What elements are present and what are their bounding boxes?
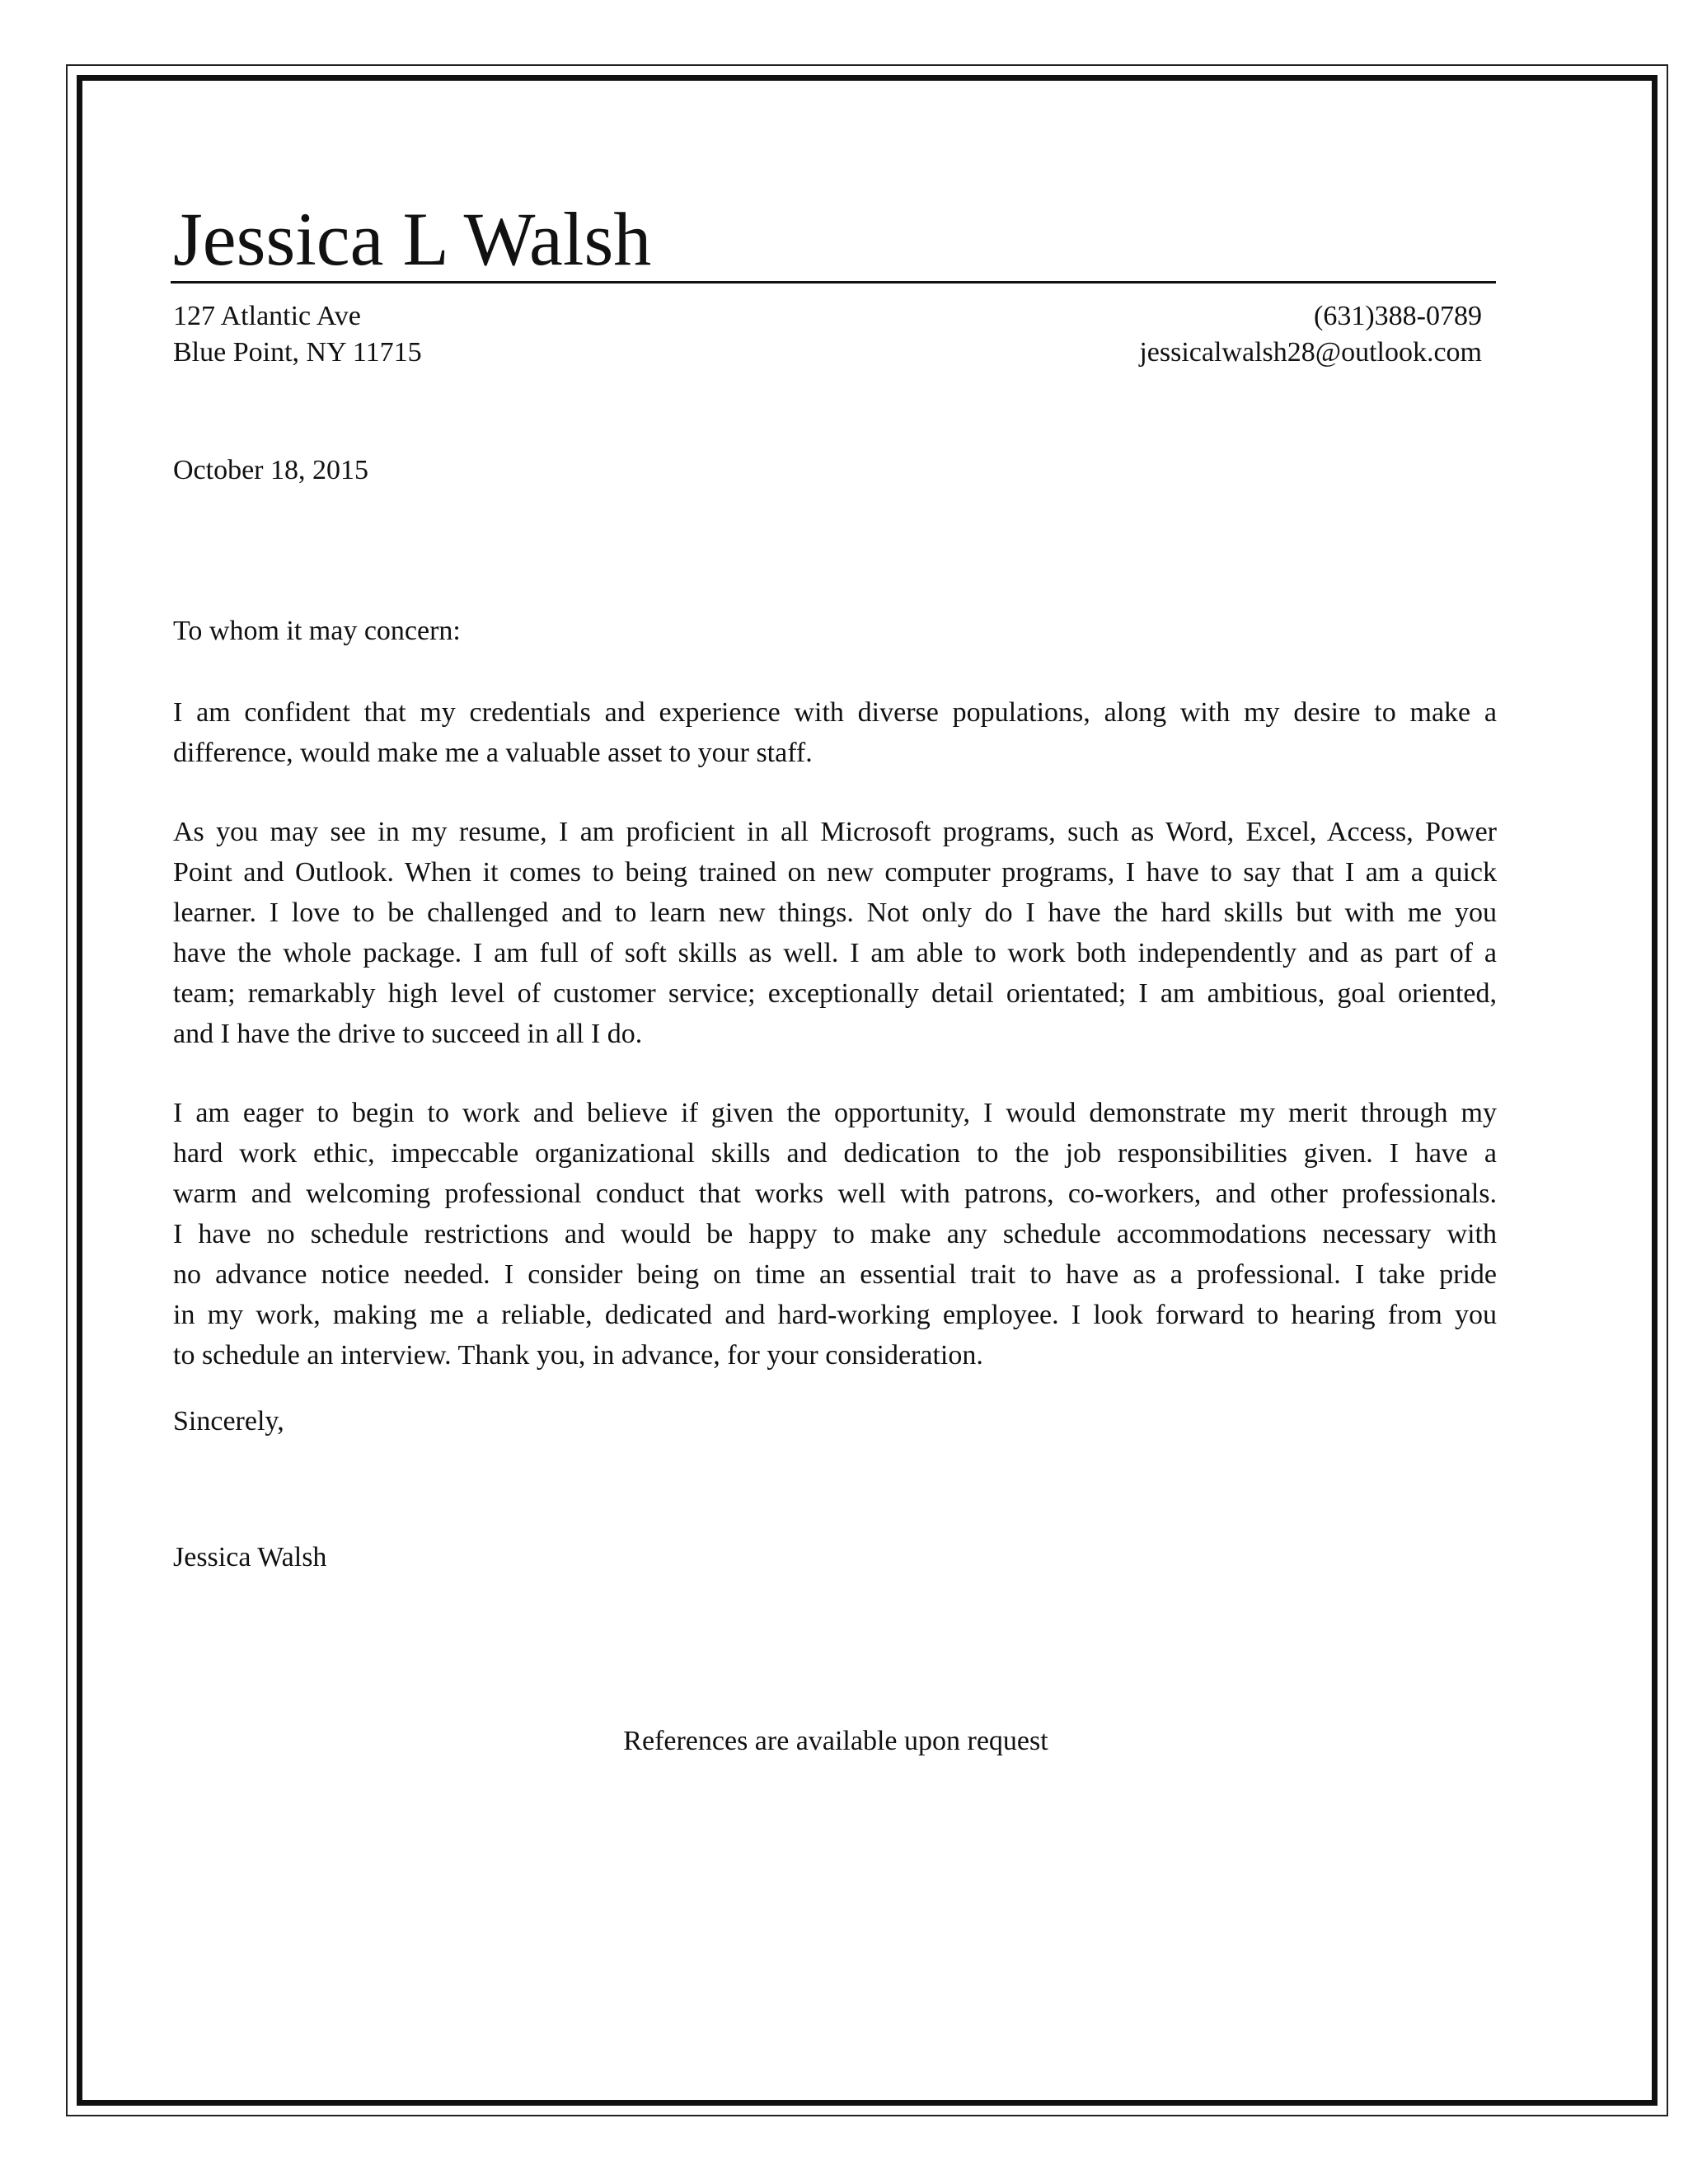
paragraph-2 bbox=[173, 812, 1497, 1054]
page-border-inner bbox=[77, 75, 1658, 2106]
paragraph-line: I have no schedule restrictions and would be happy to make any schedule accommodations necessary with bbox=[173, 1219, 1497, 1249]
paragraph-3 bbox=[173, 1093, 1497, 1376]
address-block bbox=[173, 298, 422, 371]
contact-block bbox=[1139, 298, 1482, 371]
paragraph-line: in my work, making me a reliable, dedicated and hard-working employee. I look forward to hearing from you bbox=[173, 1300, 1497, 1330]
paragraph-line: I am confident that my credentials and experience with diverse populations, along with my desire to make a bbox=[173, 697, 1497, 728]
paragraph-line: hard work ethic, impeccable organizational skills and dedication to the job responsibilities given. I have a bbox=[173, 1138, 1497, 1169]
letter-date: October 18, 2015 bbox=[173, 455, 369, 485]
closing: Sincerely, bbox=[173, 1406, 284, 1436]
paragraph-line: As you may see in my resume, I am proficient in all Microsoft programs, such as Word, Excel, Access, Power bbox=[173, 817, 1497, 847]
paragraph-1 bbox=[173, 692, 1497, 773]
name-divider bbox=[171, 281, 1496, 284]
paragraph-line: I am eager to begin to work and believe if given the opportunity, I would demonstrate my merit through my bbox=[173, 1098, 1497, 1128]
applicant-name: Jessica L Walsh bbox=[173, 197, 652, 281]
paragraph-line: no advance notice needed. I consider being on time an essential trait to have as a professional. I take pride bbox=[173, 1259, 1497, 1290]
paragraph-line: difference, would make me a valuable asset to your staff. bbox=[173, 738, 813, 768]
paragraph-line: team; remarkably high level of customer service; exceptionally detail orientated; I am ambitious, goal oriented, bbox=[173, 978, 1497, 1009]
phone-number: (631)388-0789 bbox=[1314, 301, 1482, 331]
paragraph-line: learner. I love to be challenged and to learn new things. Not only do I have the hard skills but with me you bbox=[173, 898, 1497, 928]
paragraph-line: have the whole package. I am full of soft skills as well. I am able to work both independently and as part of a bbox=[173, 938, 1497, 968]
paragraph-line: Point and Outlook. When it comes to being trained on new computer programs, I have to say that I am a quick bbox=[173, 857, 1497, 888]
address-line-2: Blue Point, NY 11715 bbox=[173, 337, 422, 368]
references-note: References are available upon request bbox=[623, 1726, 1048, 1756]
address-line-1: 127 Atlantic Ave bbox=[173, 301, 361, 331]
paragraph-line: warm and welcoming professional conduct that works well with patrons, co-workers, and other professionals. bbox=[173, 1179, 1497, 1209]
signature-name: Jessica Walsh bbox=[173, 1542, 327, 1572]
paragraph-line: to schedule an interview. Thank you, in advance, for your consideration. bbox=[173, 1340, 983, 1371]
email-address: jessicalwalsh28@outlook.com bbox=[1139, 337, 1482, 368]
paragraph-line: and I have the drive to succeed in all I do. bbox=[173, 1019, 643, 1049]
salutation: To whom it may concern: bbox=[173, 616, 461, 646]
